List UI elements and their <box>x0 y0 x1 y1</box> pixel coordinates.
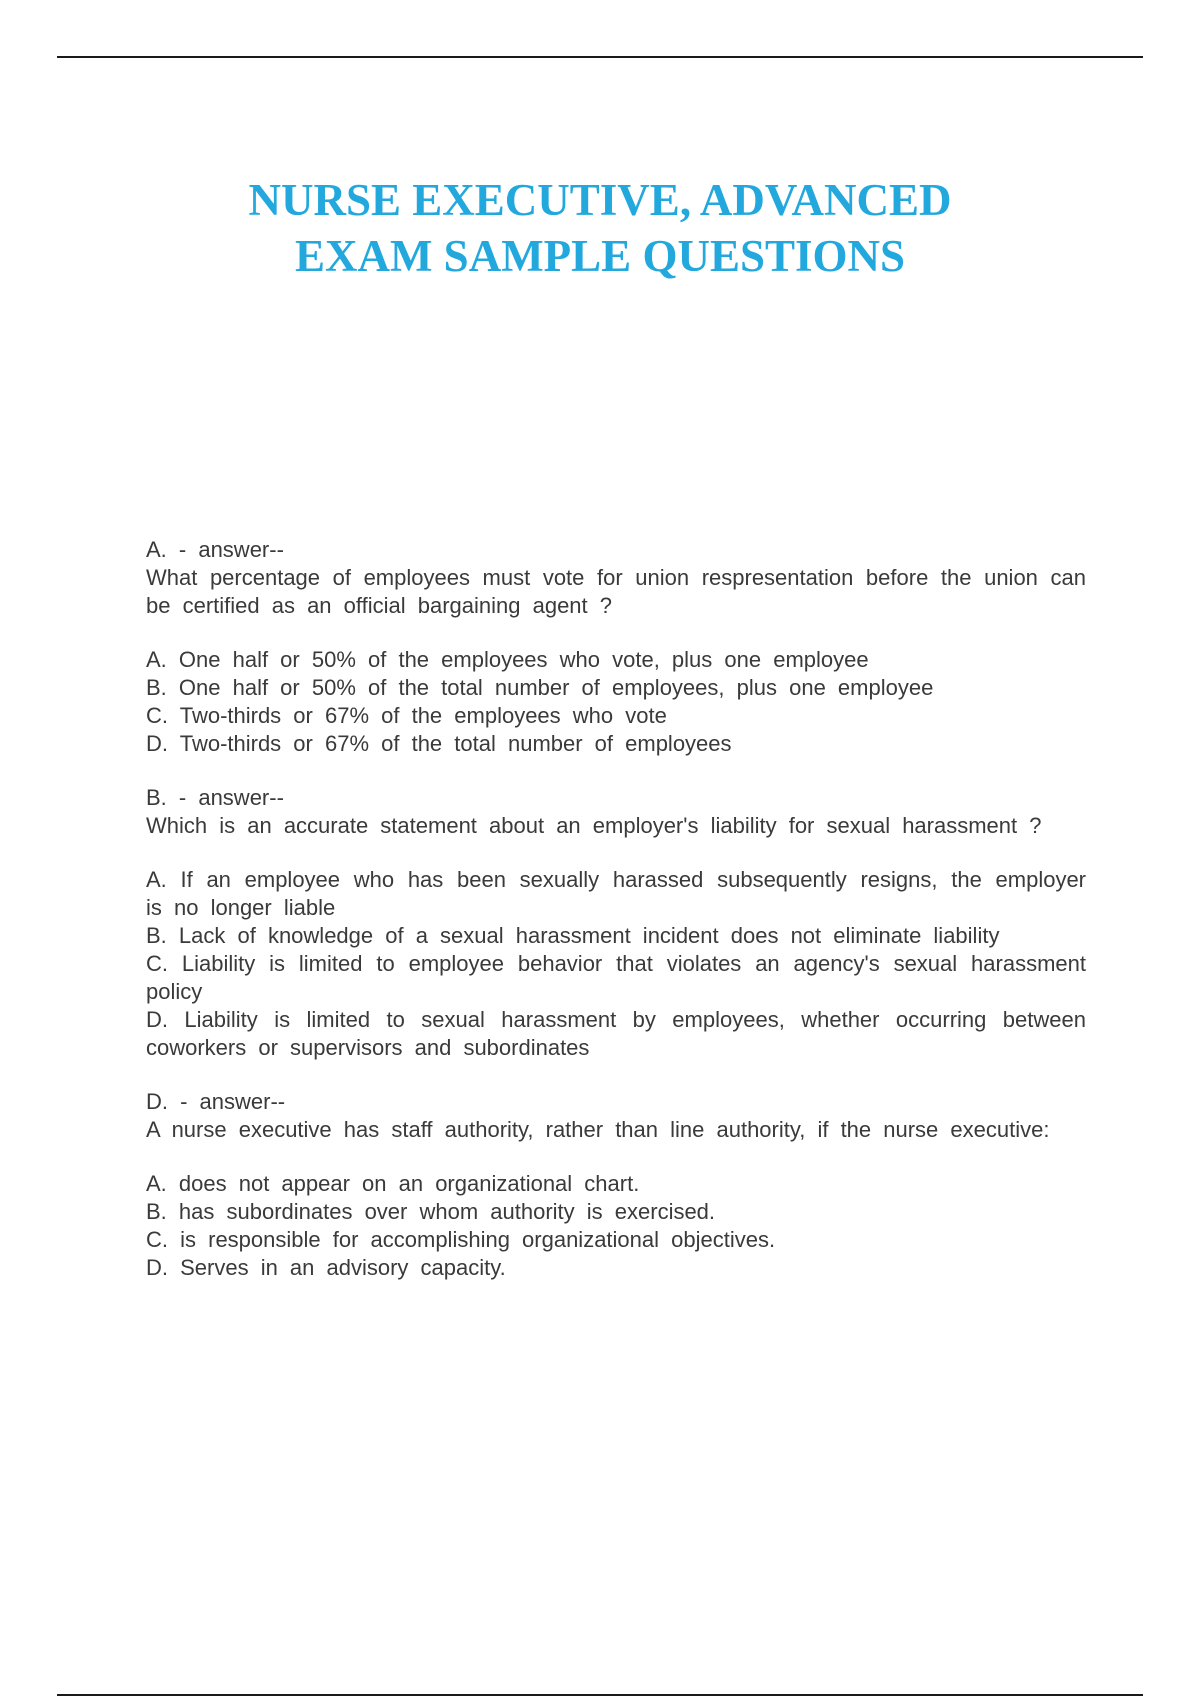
document-title <box>0 172 1200 284</box>
answer-line: B. - answer-- <box>146 785 284 810</box>
option-b: B. has subordinates over whom authority is exercised. <box>146 1199 716 1224</box>
option-a: A. If an employee who has been sexually harassed subsequently resigns, the employer is no longer liable <box>146 867 1086 920</box>
option-c: C. Liability is limited to employee behavior that violates an agency's sexual harassment policy <box>146 951 1086 1004</box>
title-line-1: NURSE EXECUTIVE, ADVANCED <box>248 175 952 225</box>
question-block-2 <box>146 784 1086 1062</box>
question-text: A nurse executive has staff authority, rather than line authority, if the nurse executive: <box>146 1117 1050 1142</box>
question-block-1 <box>146 536 1086 758</box>
question-list <box>146 536 1086 1308</box>
bottom-rule <box>57 1694 1143 1696</box>
options-list <box>146 866 1086 1062</box>
option-a: A. One half or 50% of the employees who vote, plus one employee <box>146 647 869 672</box>
options-list <box>146 646 1086 758</box>
question-text: Which is an accurate statement about an employer's liability for sexual harassment ? <box>146 813 1042 838</box>
answer-line: D. - answer-- <box>146 1089 286 1114</box>
answer-line: A. - answer-- <box>146 537 284 562</box>
title-line-2: EXAM SAMPLE QUESTIONS <box>294 231 906 281</box>
option-b: B. Lack of knowledge of a sexual harassment incident does not eliminate liability <box>146 923 1000 948</box>
option-c: C. is responsible for accomplishing organizational objectives. <box>146 1227 776 1252</box>
question-text: What percentage of employees must vote for union respresentation before the union can be certified as an official bargaining agent ? <box>146 565 1086 618</box>
option-d: D. Serves in an advisory capacity. <box>146 1255 506 1280</box>
option-d: D. Two-thirds or 67% of the total number of employees <box>146 731 732 756</box>
top-rule <box>57 56 1143 58</box>
option-c: C. Two-thirds or 67% of the employees who vote <box>146 703 667 728</box>
option-b: B. One half or 50% of the total number of employees, plus one employee <box>146 675 934 700</box>
option-d: D. Liability is limited to sexual harassment by employees, whether occurring between coworkers or supervisors and subordinates <box>146 1007 1086 1060</box>
question-block-3 <box>146 1088 1086 1282</box>
option-a: A. does not appear on an organizational chart. <box>146 1171 640 1196</box>
options-list <box>146 1170 1086 1282</box>
